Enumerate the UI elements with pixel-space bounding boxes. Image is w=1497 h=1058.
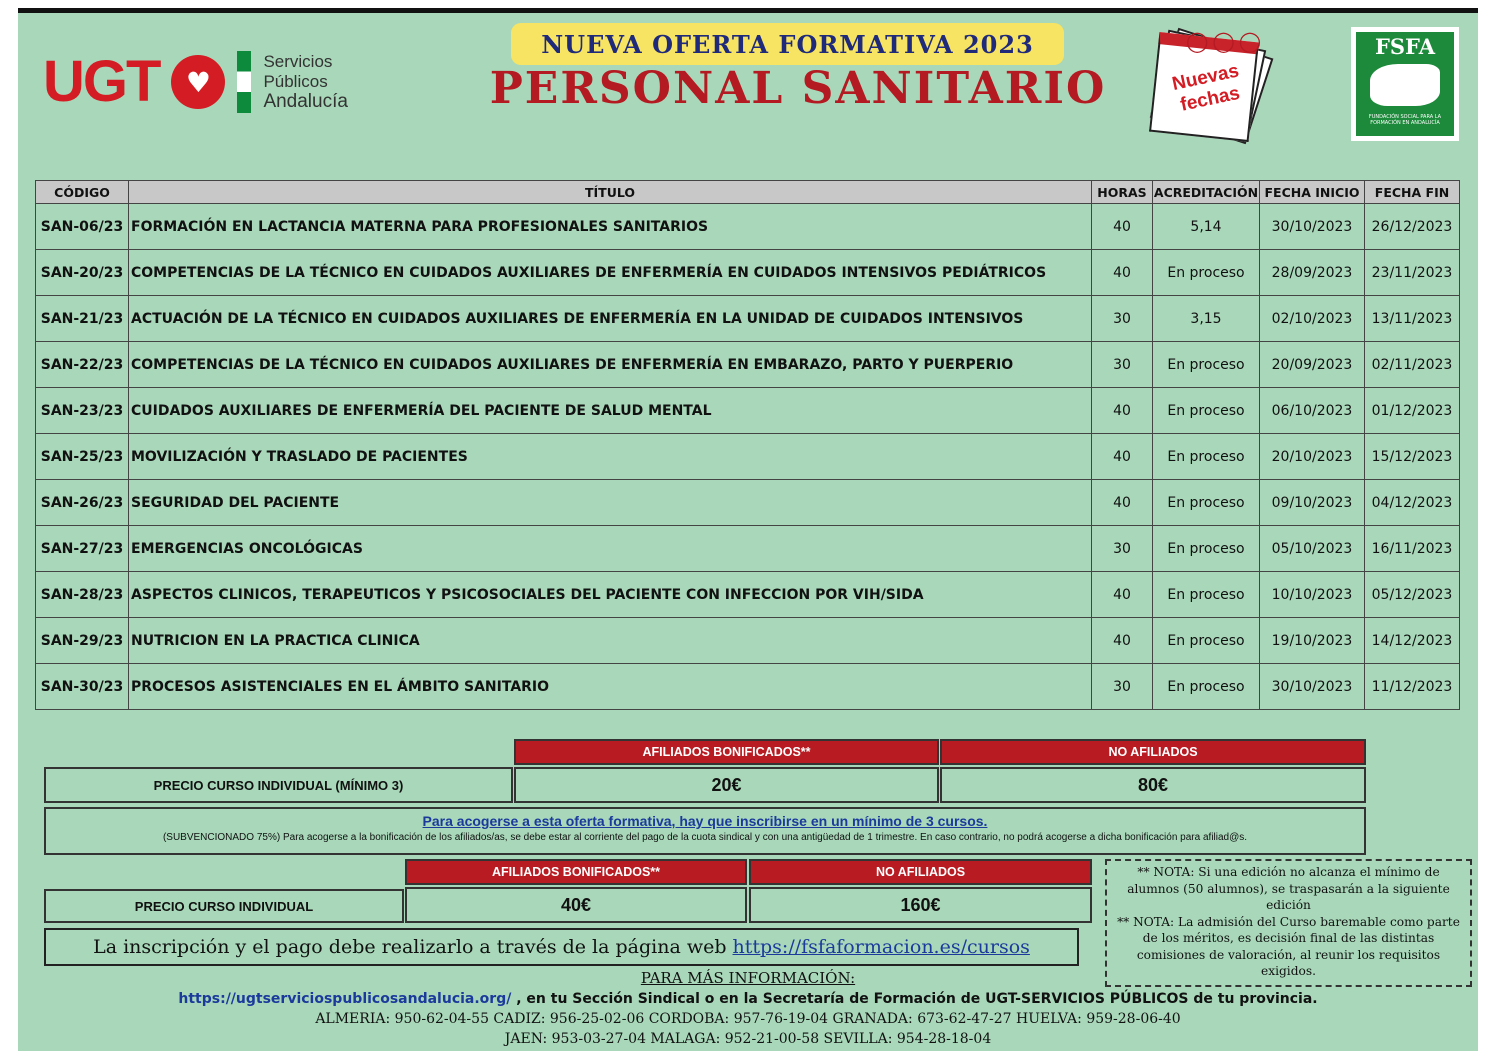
course-code: SAN-30/23 [36, 664, 129, 710]
course-hours: 40 [1092, 388, 1153, 434]
course-accreditation: En proceso [1153, 250, 1260, 296]
course-start-date: 28/09/2023 [1260, 250, 1365, 296]
course-start-date: 05/10/2023 [1260, 526, 1365, 572]
course-title: SEGURIDAD DEL PACIENTE [129, 480, 1092, 526]
note-baremable: ** NOTA: La admisión del Curso baremable como parte de los méritos, es decisión final de las distintas comisiones de valoración, al reunir los requisitos exigidos. [1117, 914, 1460, 978]
page-title: PERSONAL SANITARIO [489, 63, 1107, 114]
andalucia-flag-icon [237, 51, 251, 113]
no-afiliados-header-2: NO AFILIADOS [749, 859, 1092, 885]
course-accreditation: 5,14 [1153, 204, 1260, 250]
course-end-date: 13/11/2023 [1365, 296, 1460, 342]
col-codigo: CÓDIGO [36, 181, 129, 204]
course-end-date: 02/11/2023 [1365, 342, 1460, 388]
info-line [18, 991, 1478, 1007]
course-accreditation: 3,15 [1153, 296, 1260, 342]
ugt-logo [43, 51, 348, 113]
course-end-date: 01/12/2023 [1365, 388, 1460, 434]
table-row [36, 664, 1460, 710]
course-accreditation: En proceso [1153, 480, 1260, 526]
precio-afiliados-2: 40€ [405, 887, 747, 923]
table-row [36, 434, 1460, 480]
course-code: SAN-22/23 [36, 342, 129, 388]
course-title: CUIDADOS AUXILIARES DE ENFERMERÍA DEL PACIENTE DE SALUD MENTAL [129, 388, 1092, 434]
subtitle-banner: NUEVA OFERTA FORMATIVA 2023 [511, 23, 1064, 65]
course-end-date: 05/12/2023 [1365, 572, 1460, 618]
precio-afiliados-1: 20€ [514, 767, 939, 803]
course-code: SAN-27/23 [36, 526, 129, 572]
course-end-date: 11/12/2023 [1365, 664, 1460, 710]
course-code: SAN-25/23 [36, 434, 129, 480]
course-title: COMPETENCIAS DE LA TÉCNICO EN CUIDADOS AUXILIARES DE ENFERMERÍA EN EMBARAZO, PARTO Y PUERPERIO [129, 342, 1092, 388]
course-start-date: 09/10/2023 [1260, 480, 1365, 526]
course-title: COMPETENCIAS DE LA TÉCNICO EN CUIDADOS AUXILIARES DE ENFERMERÍA EN CUIDADOS INTENSIVOS PEDIÁTRICOS [129, 250, 1092, 296]
course-start-date: 10/10/2023 [1260, 572, 1365, 618]
course-hours: 30 [1092, 664, 1153, 710]
table-row [36, 204, 1460, 250]
servicios-publicos-text: Servicios Públicos Andalucía [263, 52, 348, 112]
course-start-date: 19/10/2023 [1260, 618, 1365, 664]
courses-table [35, 180, 1460, 710]
course-title: FORMACIÓN EN LACTANCIA MATERNA PARA PROFESIONALES SANITARIOS [129, 204, 1092, 250]
course-accreditation: En proceso [1153, 434, 1260, 480]
table-row [36, 388, 1460, 434]
notice-minimum: Para acogerse a esta oferta formativa, hay que inscribirse en un mínimo de 3 cursos. [422, 813, 988, 829]
calendar-icon [1148, 27, 1268, 137]
course-title: ACTUACIÓN DE LA TÉCNICO EN CUIDADOS AUXILIARES DE ENFERMERÍA EN LA UNIDAD DE CUIDADOS INTENSIVOS [129, 296, 1092, 342]
fsfa-logo [1351, 27, 1459, 141]
info-title: PARA MÁS INFORMACIÓN: [640, 969, 856, 987]
col-acreditacion: ACREDITACIÓN [1153, 181, 1260, 204]
course-code: SAN-28/23 [36, 572, 129, 618]
course-end-date: 15/12/2023 [1365, 434, 1460, 480]
course-accreditation: En proceso [1153, 342, 1260, 388]
course-start-date: 02/10/2023 [1260, 296, 1365, 342]
table-row [36, 526, 1460, 572]
precio-no-afiliados-2: 160€ [749, 887, 1092, 923]
fsfa-wordmark: FSFA [1374, 34, 1436, 59]
col-fecha-inicio: FECHA INICIO [1260, 181, 1365, 204]
course-hours: 40 [1092, 618, 1153, 664]
info-rest: , en tu Sección Sindical o en la Secretaría de Formación de UGT-SERVICIOS PÚBLICOS de tu provincia. [511, 991, 1318, 1007]
course-start-date: 30/10/2023 [1260, 204, 1365, 250]
table-row [36, 480, 1460, 526]
notice-box [44, 807, 1366, 855]
course-code: SAN-06/23 [36, 204, 129, 250]
notice-subsidy: (SUBVENCIONADO 75%) Para acogerse a la bonificación de los afiliados/as, se debe estar al corriente del pago de la cuota sindical y con una antigüedad de 1 trimestre. En caso contrario, no podrá acogerse a dicha bonificación para afiliad@s. [162, 832, 1248, 843]
course-hours: 40 [1092, 204, 1153, 250]
course-start-date: 20/10/2023 [1260, 434, 1365, 480]
course-hours: 40 [1092, 434, 1153, 480]
table-row [36, 618, 1460, 664]
phones-line-2: JAEN: 953-03-27-04 MALAGA: 952-21-00-58 SEVILLA: 954-28-18-04 [504, 1031, 992, 1047]
course-hours: 40 [1092, 250, 1153, 296]
precio-label-2: PRECIO CURSO INDIVIDUAL [44, 889, 404, 923]
course-end-date: 26/12/2023 [1365, 204, 1460, 250]
note-minimum-students: ** NOTA: Si una edición no alcanza el mínimo de alumnos (50 alumnos), se traspasarán a la siguiente edición [1127, 865, 1450, 912]
ugt-website-link[interactable]: https://ugtserviciospublicosandalucia.org/ [178, 991, 512, 1007]
course-end-date: 04/12/2023 [1365, 480, 1460, 526]
course-code: SAN-21/23 [36, 296, 129, 342]
course-hours: 30 [1092, 342, 1153, 388]
precio-no-afiliados-1: 80€ [940, 767, 1366, 803]
course-title: EMERGENCIAS ONCOLÓGICAS [129, 526, 1092, 572]
phones-line-1: ALMERIA: 950-62-04-55 CADIZ: 956-25-02-06 CORDOBA: 957-76-19-04 GRANADA: 673-62-47-27 HUELVA: 959-28-06-40 [315, 1011, 1181, 1027]
course-code: SAN-29/23 [36, 618, 129, 664]
course-start-date: 06/10/2023 [1260, 388, 1365, 434]
calendar-label: Nuevas fechas [1170, 60, 1242, 116]
ugt-wordmark: UGT [43, 49, 160, 114]
handshake-icon: ♥ [171, 55, 225, 109]
course-start-date: 20/09/2023 [1260, 342, 1365, 388]
course-accreditation: En proceso [1153, 664, 1260, 710]
inscripcion-text: La inscripción y el pago debe realizarlo a través de la página web [93, 936, 727, 958]
course-code: SAN-23/23 [36, 388, 129, 434]
course-title: PROCESOS ASISTENCIALES EN EL ÁMBITO SANITARIO [129, 664, 1092, 710]
col-fecha-fin: FECHA FIN [1365, 181, 1460, 204]
table-row [36, 572, 1460, 618]
notes-box [1105, 859, 1472, 987]
course-hours: 30 [1092, 526, 1153, 572]
fsfa-cursos-link[interactable]: https://fsfaformacion.es/cursos [732, 936, 1030, 958]
course-accreditation: En proceso [1153, 526, 1260, 572]
course-accreditation: En proceso [1153, 618, 1260, 664]
course-accreditation: En proceso [1153, 388, 1260, 434]
course-end-date: 16/11/2023 [1365, 526, 1460, 572]
course-end-date: 14/12/2023 [1365, 618, 1460, 664]
course-hours: 40 [1092, 480, 1153, 526]
no-afiliados-header-1: NO AFILIADOS [940, 739, 1366, 765]
col-titulo: TÍTULO [129, 181, 1092, 204]
flyer-page [18, 8, 1478, 1051]
course-title: MOVILIZACIÓN Y TRASLADO DE PACIENTES [129, 434, 1092, 480]
afiliados-header-1: AFILIADOS BONIFICADOS** [514, 739, 939, 765]
precio-label-1: PRECIO CURSO INDIVIDUAL (MÍNIMO 3) [44, 767, 513, 803]
table-row [36, 296, 1460, 342]
course-code: SAN-20/23 [36, 250, 129, 296]
inscripcion-box [44, 928, 1079, 966]
course-hours: 30 [1092, 296, 1153, 342]
course-accreditation: En proceso [1153, 572, 1260, 618]
table-row [36, 342, 1460, 388]
course-end-date: 23/11/2023 [1365, 250, 1460, 296]
col-horas: HORAS [1092, 181, 1153, 204]
course-title: ASPECTOS CLINICOS, TERAPEUTICOS Y PSICOSOCIALES DEL PACIENTE CON INFECCION POR VIH/SIDA [129, 572, 1092, 618]
table-row [36, 250, 1460, 296]
course-hours: 40 [1092, 572, 1153, 618]
afiliados-header-2: AFILIADOS BONIFICADOS** [405, 859, 747, 885]
table-header-row [36, 181, 1460, 204]
course-code: SAN-26/23 [36, 480, 129, 526]
andalucia-map-icon [1370, 64, 1440, 106]
calendar-rings-icon: ◯◯◯ [1186, 29, 1266, 53]
fsfa-subtitle: FUNDACIÓN SOCIAL PARA LA FORMACIÓN EN ANDALUCÍA [1368, 114, 1442, 126]
course-start-date: 30/10/2023 [1260, 664, 1365, 710]
course-title: NUTRICION EN LA PRACTICA CLINICA [129, 618, 1092, 664]
